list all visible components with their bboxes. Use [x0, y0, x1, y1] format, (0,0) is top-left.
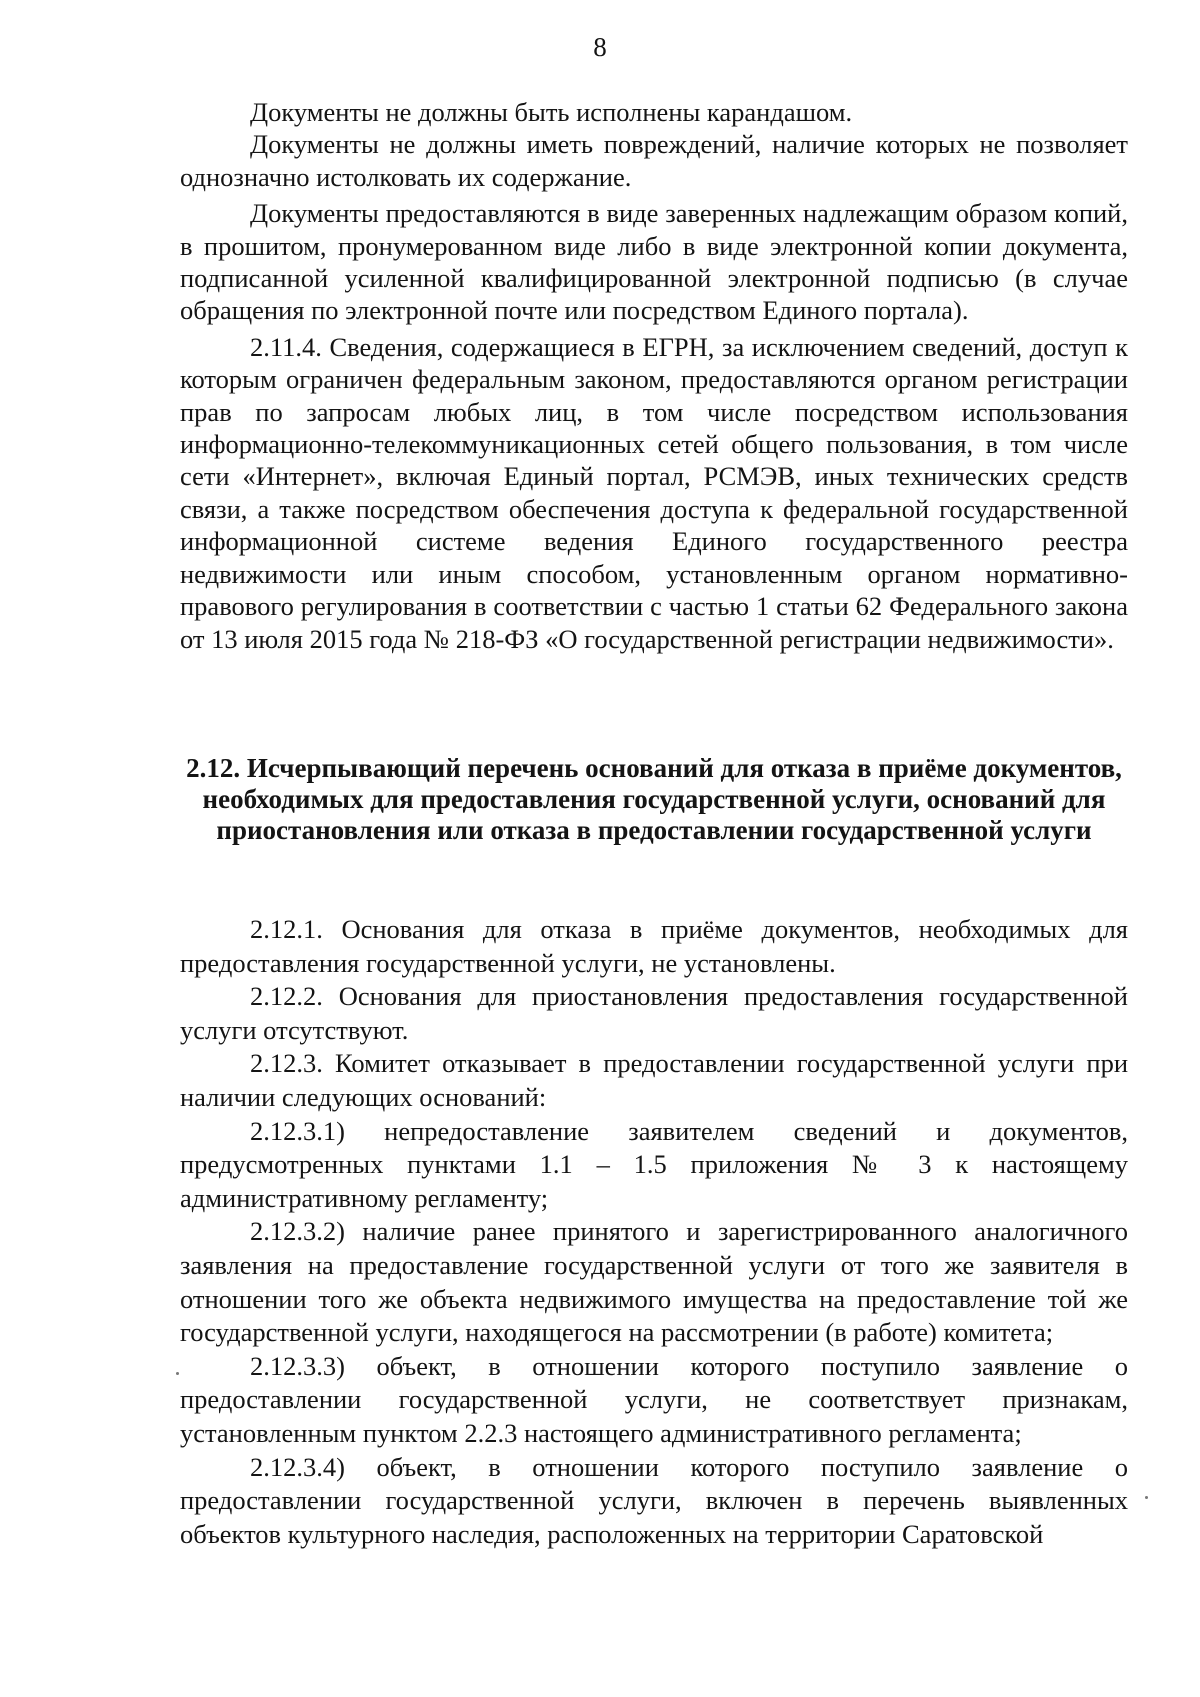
paragraph-2-12-3-3: 2.12.3.3) объект, в отношении которого поступило заявление о предоставлении государственной услуги, не соответствует признакам, установленным пунктом 2.2.3 настоящего административного регламента; — [180, 1350, 1128, 1448]
paragraph-2-12-3-1: 2.12.3.1) непредоставление заявителем сведений и документов, предусмотренных пунктами 1.1 – 1.5 приложения № 3 к настоящему административному регламенту; — [180, 1115, 1128, 1213]
paragraph-2-12-1: 2.12.1. Основания для отказа в приёме документов, необходимых для предоставления государственной услуги, не установлены. — [180, 914, 1128, 978]
paragraph-2-11-4: 2.11.4. Сведения, содержащиеся в ЕГРН, за исключением сведений, доступ к которым ограничен федеральным законом, предоставляются органом регистрации прав по запросам любых лиц, в том числе посредством использования информационно-телекоммуникационных сетей общего пользования, в том числе сети «Интернет», включая Единый портал, РСМЭВ, иных технических средств связи, а также посредством обеспечения доступа к федеральной государственной информационной системе ведения Единого государственного реестра недвижимости или иным способом, установленным органом нормативно-правового регулирования в соответствии с частью 1 статьи 62 Федерального закона от 13 июля 2015 года № 218-ФЗ «О государственной регистрации недвижимости». — [180, 331, 1128, 654]
paragraph-certified-copies: Документы предоставляются в виде заверенных надлежащим образом копий, в прошитом, пронумерованном виде либо в виде электронной копии документа, подписанной усиленной квалифицированной электронной подписью (в случае обращения по электронной почте или посредством Единого портала). — [180, 198, 1128, 326]
paragraph-2-12-3: 2.12.3. Комитет отказывает в предоставлении государственной услуги при наличии следующих оснований: — [180, 1048, 1128, 1112]
paragraph-2-12-3-4: 2.12.3.4) объект, в отношении которого поступило заявление о предоставлении государственной услуги, включен в перечень выявленных объектов культурного наследия, расположенных на территории Саратовской — [180, 1451, 1128, 1549]
paragraph-2-12-3-2: 2.12.3.2) наличие ранее принятого и зарегистрированного аналогичного заявления на предоставление государственной услуги от того же заявителя в отношении того же объекта недвижимого имущества на предоставление той же государственной услуги, находящегося на рассмотрении (в работе) комитета; — [180, 1216, 1128, 1348]
page-number: 8 — [593, 32, 607, 62]
section-2-12-body — [180, 913, 1128, 1551]
top-text-block — [180, 96, 1128, 655]
paragraph-2-12-2: 2.12.2. Основания для приостановления предоставления государственной услуги отсутствуют. — [180, 981, 1128, 1045]
paragraph-no-damage: Документы не должны иметь повреждений, наличие которых не позволяет однозначно истолковать их содержание. — [180, 129, 1128, 192]
scan-speck — [1145, 1496, 1148, 1499]
section-heading-2-12: 2.12. Исчерпывающий перечень оснований для отказа в приёме документов, необходимых для предоставления государственной услуги, оснований для приостановления или отказа в предоставлении государственной услуги — [186, 753, 1122, 845]
paragraph-no-pencil: Документы не должны быть исполнены карандашом. — [250, 97, 853, 127]
scan-speck — [176, 1372, 179, 1375]
